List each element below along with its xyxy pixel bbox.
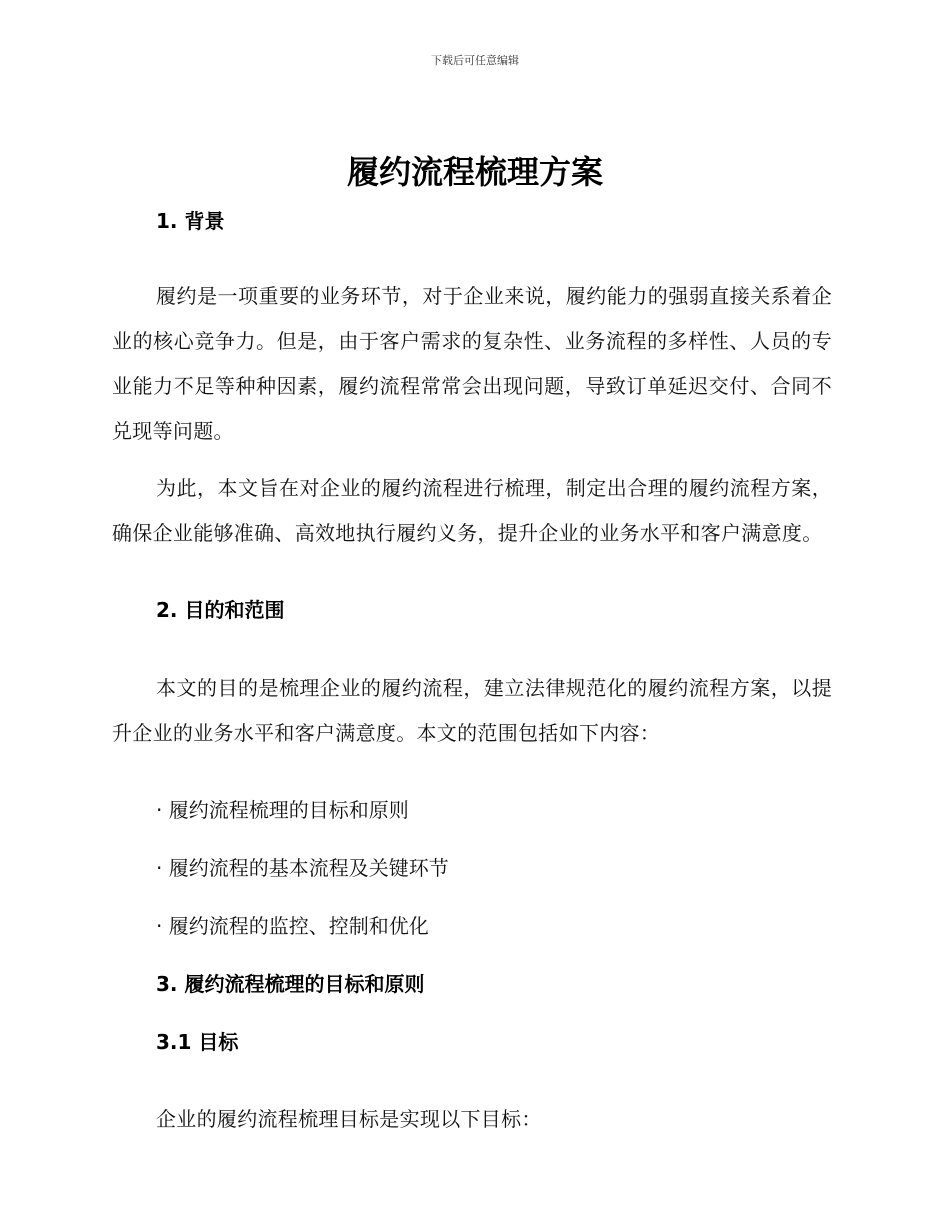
paragraph-background-1: 履约是一项重要的业务环节，对于企业来说，履约能力的强弱直接关系着企业的核心竞争力。但是，由于客户需求的复杂性、业务流程的多样性、人员的专业能力不足等种种因素，履约流程常常会出现问题，导致订单延迟交付、合同不兑现等问题。	[112, 284, 832, 443]
paragraph-purpose-scope: 本文的目的是梳理企业的履约流程，建立法律规范化的履约流程方案，以提升企业的业务水平和客户满意度。本文的范围包括如下内容：	[112, 676, 832, 745]
paragraph-goals: 企业的履约流程梳理目标是实现以下目标：	[156, 1107, 542, 1131]
header-note: 下载后可任意编辑	[431, 54, 519, 67]
paragraph-background-2: 为此，本文旨在对企业的履约流程进行梳理，制定出合理的履约流程方案，确保企业能够准确、高效地执行履约义务，提升企业的业务水平和客户满意度。	[112, 476, 832, 545]
section-heading-purpose-scope: 2. 目的和范围	[156, 598, 285, 622]
list-item: · 履约流程的基本流程及关键环节	[156, 856, 449, 880]
document-title: 履约流程梳理方案	[346, 153, 603, 191]
list-item: · 履约流程的监控、控制和优化	[156, 914, 429, 938]
list-item: · 履约流程梳理的目标和原则	[156, 798, 409, 822]
section-heading-goals-principles: 3. 履约流程梳理的目标和原则	[156, 972, 425, 996]
document-body	[112, 203, 832, 1142]
subsection-heading-goals: 3.1 目标	[156, 1030, 239, 1054]
section-heading-background: 1. 背景	[156, 209, 225, 233]
